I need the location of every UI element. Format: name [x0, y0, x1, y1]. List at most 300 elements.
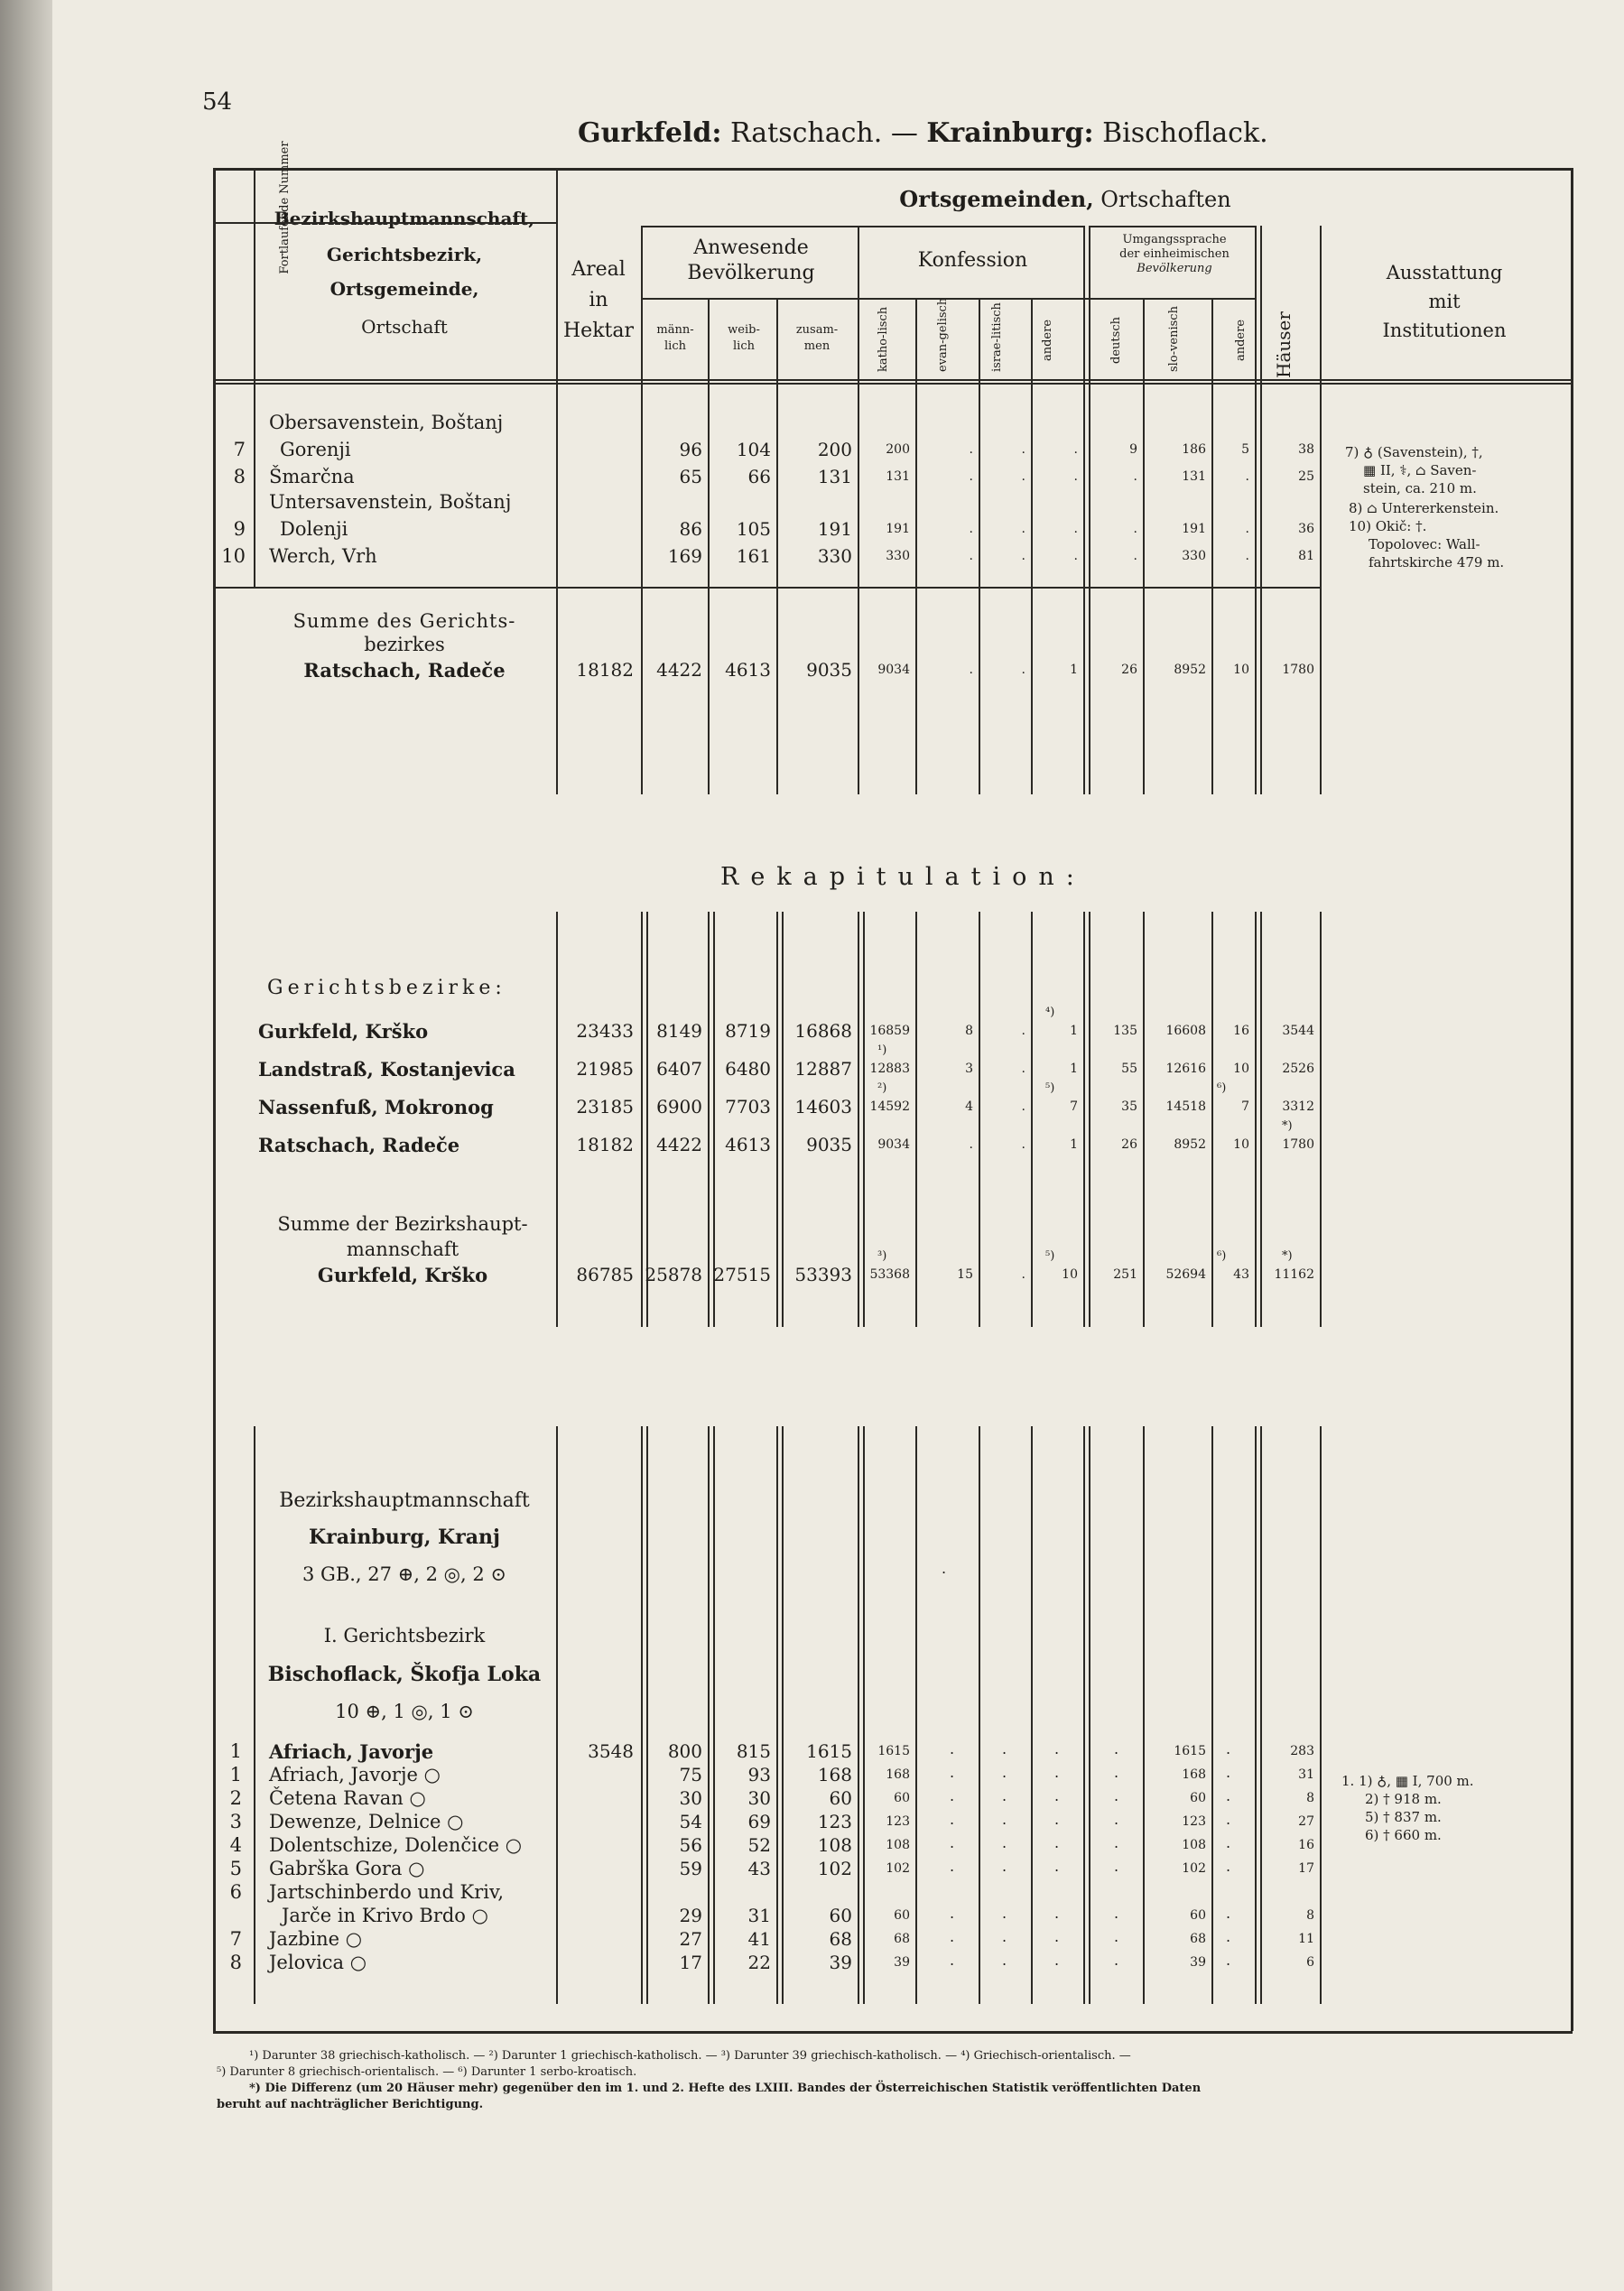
recap-cell-and-note: ⁵) — [1045, 1081, 1055, 1095]
cell-m: 56 — [679, 1834, 702, 1856]
row-number: 9 — [233, 518, 246, 540]
cell-m: 65 — [679, 466, 702, 487]
section2-head-2: Krainburg, Kranj — [309, 1526, 500, 1549]
row-rule — [213, 587, 1320, 589]
row-number: 7 — [233, 439, 246, 460]
title-court-1: Ratschach. — — [721, 117, 927, 149]
cell-t: 39 — [829, 1952, 852, 1973]
recap-cell-h: 1780 — [1282, 1137, 1314, 1152]
population-header-2: Bevölkerung — [687, 262, 815, 284]
recap-label: Gerichtsbezirke: — [267, 977, 506, 999]
court-district-name: Ratschach, Radeče — [258, 1134, 460, 1156]
ortsgemeinden-header — [560, 186, 1571, 212]
place-name: Šmarčna — [269, 466, 355, 487]
recap-cell-area: 23433 — [576, 1020, 634, 1042]
place-name-line-2: Gorenji — [280, 439, 351, 460]
cell-f: 31 — [747, 1905, 771, 1926]
sum-cell-kath: 9034 — [877, 663, 910, 677]
row-rule — [1089, 226, 1255, 227]
male-header-2: lich — [664, 339, 686, 353]
row-number: 1 — [229, 1764, 242, 1785]
cell-kath: 39 — [894, 1955, 910, 1970]
recap-cell-m: 8149 — [656, 1020, 702, 1042]
recap-sum-1: Summe der Bezirkshaupt- — [277, 1213, 528, 1235]
cell-h: 8 — [1306, 1791, 1314, 1805]
column-rule — [1083, 226, 1085, 794]
area-header-1: Areal — [571, 258, 626, 281]
section2-column-rule — [1320, 1426, 1322, 2004]
recap-cell-isr: . — [1021, 1062, 1025, 1076]
empty-cell-dot: . — [950, 1858, 955, 1875]
notes-1-line-3: stein, ca. 210 m. — [1363, 480, 1477, 496]
cell-h: 8 — [1306, 1908, 1314, 1923]
column-rule — [641, 226, 643, 794]
cell-kath: 123 — [886, 1814, 910, 1829]
recap-cell-and: 1 — [1070, 1062, 1078, 1076]
footnote-line-1: ¹) Darunter 38 griechisch-katholisch. — ²) Darunter 1 griechisch-katholisch. — ³) Darunter 39 griechisch-katholisch. — ⁴) Griechisch-orientalisch. — — [249, 2049, 1131, 2063]
cell-h: 25 — [1298, 469, 1314, 484]
sum-cell-f: 4613 — [725, 659, 771, 681]
cell-f: 43 — [747, 1858, 771, 1879]
row-number: 6 — [229, 1881, 242, 1903]
recap-cell-f: 7703 — [725, 1096, 771, 1118]
empty-cell-dot: . — [1226, 1905, 1231, 1922]
column-rule — [1089, 226, 1090, 794]
cell-f: 22 — [747, 1952, 771, 1973]
scan-edge — [0, 0, 52, 2291]
cell-t: 131 — [817, 466, 852, 487]
title-court-2: Bischoflack. — [1093, 117, 1268, 149]
row-number: 8 — [229, 1952, 242, 1973]
recap-cell-isr: . — [1021, 1137, 1025, 1152]
recap-cell-de: 26 — [1121, 1137, 1137, 1152]
recap-cell-f: 8719 — [725, 1020, 771, 1042]
row-rule — [213, 383, 1573, 385]
recap-column-rule — [1211, 912, 1213, 1327]
row-number: 4 — [229, 1834, 242, 1856]
cell-kath: 60 — [894, 1791, 910, 1805]
recap-cell-and: 7 — [1070, 1099, 1078, 1114]
recap-cell-kath: 12883 — [869, 1062, 910, 1076]
notes-1-line-4: 8) ⌂ Untererkenstein. — [1349, 500, 1499, 516]
section2-column-rule — [1211, 1426, 1213, 2004]
unit-header-3: Ortsgemeinde, — [329, 278, 479, 300]
cell-slo: 191 — [1182, 522, 1206, 536]
notes-2-line-2: 2) † 918 m. — [1365, 1791, 1442, 1807]
empty-cell-dot: . — [1226, 1764, 1231, 1781]
recap-sum-cell-f: 27515 — [713, 1264, 771, 1285]
recap-sum-cell-de: 251 — [1113, 1267, 1137, 1282]
unit-header-4: Ortschaft — [361, 316, 448, 338]
recap-cell-slo: 12616 — [1165, 1062, 1206, 1076]
row-number: 2 — [229, 1787, 242, 1809]
recap-cell-f: 6480 — [725, 1058, 771, 1080]
recap-title: Rekapitulation: — [720, 863, 1086, 891]
sum-cell-ev: . — [969, 663, 973, 677]
place-name-line-2: Jarče in Krivo Brdo ○ — [282, 1905, 488, 1926]
recap-sum-cell-m: 25878 — [645, 1264, 702, 1285]
cell-f: 52 — [747, 1834, 771, 1856]
language-header-2: der einheimischen — [1119, 247, 1230, 261]
row-number: 8 — [233, 466, 246, 487]
cell-m: 54 — [679, 1811, 702, 1832]
cell-de: . — [1133, 549, 1137, 563]
recap-cell-m: 6407 — [656, 1058, 702, 1080]
empty-cell-dot: . — [1226, 1811, 1231, 1828]
column-rule — [1143, 298, 1145, 794]
recap-cell-ev: 8 — [965, 1024, 973, 1038]
sum-cell-isr: . — [1021, 663, 1025, 677]
cell-f: 104 — [736, 439, 771, 460]
section2-column-rule — [1089, 1426, 1090, 2004]
cell-slo: 68 — [1190, 1932, 1206, 1946]
cell-area: 3548 — [588, 1740, 634, 1762]
section2-court-3: 10 ⊕, 1 ◎, 1 ⊙ — [335, 1701, 474, 1722]
cell-f: 815 — [736, 1740, 771, 1762]
empty-cell-dot: . — [1054, 1858, 1060, 1875]
recap-cell-area: 23185 — [576, 1096, 634, 1118]
recap-column-rule — [915, 912, 917, 1327]
court-district-name: Landstraß, Kostanjevica — [258, 1058, 515, 1081]
sum-cell-and: 1 — [1070, 663, 1078, 677]
notes-1-line-5: 10) Okič: †. — [1349, 518, 1427, 534]
cell-h: 283 — [1290, 1744, 1314, 1758]
recap-sum-3: Gurkfeld, Krško — [317, 1264, 488, 1286]
cell-ev: . — [969, 522, 973, 536]
column-rule — [1320, 226, 1322, 794]
cell-t: 200 — [817, 439, 852, 460]
column-rule — [915, 298, 917, 794]
section2-court-1: I. Gerichtsbezirk — [323, 1625, 486, 1646]
notes-1-line-1: 7) ♁ (Savenstein), †, — [1345, 444, 1483, 460]
place-name: Untersavenstein, Boštanj — [269, 491, 512, 513]
recap-column-rule — [1320, 912, 1322, 1327]
recap-column-rule — [863, 912, 865, 1327]
slovene-header: slo-venisch — [1167, 306, 1181, 372]
facilities-header-2: mit — [1428, 291, 1461, 312]
cell-m: 29 — [679, 1905, 702, 1926]
recap-cell-ol-note: ⁶) — [1217, 1081, 1227, 1095]
cell-isr: . — [1021, 442, 1025, 457]
recap-sum-cell-h-note: *) — [1282, 1249, 1293, 1263]
cell-f: 30 — [747, 1787, 771, 1809]
total-header-1: zusam- — [795, 323, 839, 337]
recap-cell-m: 6900 — [656, 1096, 702, 1118]
cell-slo: 60 — [1190, 1908, 1206, 1923]
notes-1-line-7: fahrtskirche 479 m. — [1369, 554, 1505, 570]
recap-cell-kath-note: ²) — [877, 1081, 887, 1095]
cell-t: 68 — [829, 1928, 852, 1950]
header-rule — [213, 222, 556, 224]
cell-isr: . — [1021, 469, 1025, 484]
cell-m: 17 — [679, 1952, 702, 1973]
recap-column-rule — [858, 912, 859, 1327]
empty-cell-dot: . — [1054, 1834, 1060, 1851]
cell-slo: 123 — [1182, 1814, 1206, 1829]
place-name: Jelovica ○ — [269, 1952, 367, 1973]
recap-cell-ev: . — [969, 1137, 973, 1152]
empty-cell-dot: . — [1226, 1858, 1231, 1875]
section2-column-rule — [915, 1426, 917, 2004]
recap-cell-de: 35 — [1121, 1099, 1137, 1114]
empty-cell-dot: . — [1002, 1952, 1007, 1969]
recap-cell-de: 55 — [1121, 1062, 1137, 1076]
unit-header-1: Bezirkshauptmannschaft, — [274, 208, 535, 229]
row-number: 10 — [221, 545, 246, 567]
cell-kath: 200 — [886, 442, 910, 457]
cell-slo: 60 — [1190, 1791, 1206, 1805]
place-name: Jartschinberdo und Kriv, — [269, 1881, 505, 1903]
recap-cell-kath: 9034 — [877, 1137, 910, 1152]
cell-m: 169 — [667, 545, 702, 567]
cell-ol: . — [1245, 549, 1249, 563]
page-number: 54 — [202, 88, 233, 116]
cell-ev: . — [969, 549, 973, 563]
cell-m: 800 — [667, 1740, 702, 1762]
section2-stray-dot: . — [942, 1560, 947, 1577]
empty-cell-dot: . — [1054, 1764, 1060, 1781]
recap-column-rule — [1083, 912, 1085, 1327]
empty-cell-dot: . — [1002, 1787, 1007, 1804]
recap-cell-t: 16868 — [794, 1020, 852, 1042]
cell-h: 36 — [1298, 522, 1314, 536]
cell-kath: 102 — [886, 1861, 910, 1876]
row-rule — [641, 226, 858, 227]
male-header-1: männ- — [656, 323, 694, 337]
recap-sum-cell-ev: 15 — [957, 1267, 973, 1282]
cell-t: 191 — [817, 518, 852, 540]
cell-de: . — [1133, 522, 1137, 536]
sum-cell-m: 4422 — [656, 659, 702, 681]
place-name: Afriach, Javorje — [269, 1740, 434, 1763]
recap-sum-cell-isr: . — [1021, 1267, 1025, 1282]
notes-2-line-4: 6) † 660 m. — [1365, 1827, 1442, 1843]
recap-sum-cell-ol-note: ⁶) — [1217, 1249, 1227, 1263]
court-district-name: Gurkfeld, Krško — [258, 1020, 429, 1043]
israelite-header: israe-litisch — [990, 302, 1004, 372]
place-name: Gabrška Gora ○ — [269, 1858, 425, 1879]
empty-cell-dot: . — [1002, 1858, 1007, 1875]
recap-cell-and: 1 — [1070, 1024, 1078, 1038]
cell-f: 105 — [736, 518, 771, 540]
population-header-1: Anwesende — [693, 237, 809, 259]
sum-cell-slo: 8952 — [1174, 663, 1206, 677]
cell-m: 96 — [679, 439, 702, 460]
recap-cell-ol: 7 — [1241, 1099, 1249, 1114]
cell-kath: 330 — [886, 549, 910, 563]
empty-cell-dot: . — [950, 1834, 955, 1851]
recap-cell-t: 9035 — [806, 1134, 852, 1155]
cell-m: 59 — [679, 1858, 702, 1879]
cell-h: 16 — [1298, 1838, 1314, 1852]
empty-cell-dot: . — [1114, 1905, 1119, 1922]
place-name: Jazbine ○ — [269, 1928, 363, 1950]
recap-cell-ev: 3 — [965, 1062, 973, 1076]
empty-cell-dot: . — [1054, 1928, 1060, 1945]
recap-cell-ev: 4 — [965, 1099, 973, 1114]
recap-cell-ol: 16 — [1233, 1024, 1249, 1038]
empty-cell-dot: . — [1054, 1811, 1060, 1828]
cell-ol: 5 — [1241, 442, 1249, 457]
cell-t: 108 — [817, 1834, 852, 1856]
cell-t: 60 — [829, 1787, 852, 1809]
empty-cell-dot: . — [1002, 1928, 1007, 1945]
recap-cell-area: 21985 — [576, 1058, 634, 1080]
empty-cell-dot: . — [1002, 1905, 1007, 1922]
empty-cell-dot: . — [950, 1764, 955, 1781]
cell-h: 6 — [1306, 1955, 1314, 1970]
place-name-line-2: Dolenji — [280, 518, 348, 540]
notes-1-line-2: ▦ II, ⚕, ⌂ Saven- — [1363, 462, 1477, 478]
row-rule — [641, 298, 1255, 300]
recap-cell-kath: 14592 — [869, 1099, 910, 1114]
notes-2-line-3: 5) † 837 m. — [1365, 1809, 1442, 1825]
facilities-header-1: Ausstattung — [1386, 262, 1503, 283]
recap-cell-isr: . — [1021, 1099, 1025, 1114]
column-rule — [1571, 168, 1573, 2031]
row-rule — [858, 226, 1083, 227]
empty-cell-dot: . — [950, 1928, 955, 1945]
cell-h: 17 — [1298, 1861, 1314, 1876]
section2-head-1: Bezirkshauptmannschaft — [279, 1489, 530, 1512]
recap-cell-slo: 8952 — [1174, 1137, 1206, 1152]
cell-kath: 191 — [886, 522, 910, 536]
section2-head-3: 3 GB., 27 ⊕, 2 ◎, 2 ⊙ — [302, 1563, 506, 1585]
female-header-1: weib- — [728, 323, 760, 337]
empty-cell-dot: . — [1054, 1787, 1060, 1804]
recap-cell-kath-note: ¹) — [877, 1043, 887, 1057]
place-name: Werch, Vrh — [269, 545, 377, 567]
section2-column-rule — [556, 1426, 558, 2004]
cell-slo: 39 — [1190, 1955, 1206, 1970]
cell-slo: 1615 — [1174, 1744, 1206, 1758]
ortsgemeinden-bold: Ortsgemeinden, — [899, 186, 1094, 212]
column-rule — [979, 298, 980, 794]
cell-h: 27 — [1298, 1814, 1314, 1829]
cell-de: 9 — [1129, 442, 1137, 457]
recap-cell-area: 18182 — [576, 1134, 634, 1155]
sum-cell-h: 1780 — [1282, 663, 1314, 677]
cell-kath: 131 — [886, 469, 910, 484]
footnote-line-4: beruht auf nachträglicher Berichtigung. — [217, 2098, 484, 2111]
female-header-2: lich — [733, 339, 755, 353]
recap-cell-h: 3312 — [1282, 1099, 1314, 1114]
empty-cell-dot: . — [950, 1952, 955, 1969]
column-rule — [1031, 298, 1033, 794]
cell-f: 41 — [747, 1928, 771, 1950]
empty-cell-dot: . — [1002, 1740, 1007, 1758]
section2-column-rule — [979, 1426, 980, 2004]
row-rule — [213, 2031, 1573, 2034]
empty-cell-dot: . — [1054, 1740, 1060, 1758]
recap-column-rule — [1143, 912, 1145, 1327]
recap-cell-h: 2526 — [1282, 1062, 1314, 1076]
recap-sum-cell-t: 53393 — [794, 1264, 852, 1285]
section2-column-rule — [1083, 1426, 1085, 2004]
cell-kath: 108 — [886, 1838, 910, 1852]
recap-cell-and-note: ⁴) — [1045, 1006, 1055, 1019]
evangelic-header: evan-gelisch — [936, 297, 950, 372]
empty-cell-dot: . — [1226, 1834, 1231, 1851]
empty-cell-dot: . — [1114, 1787, 1119, 1804]
cell-slo: 102 — [1182, 1861, 1206, 1876]
german-header: deutsch — [1109, 317, 1123, 364]
row-number: 3 — [229, 1811, 242, 1832]
language-header-3: Bevölkerung — [1137, 262, 1212, 275]
cell-t: 1615 — [806, 1740, 852, 1762]
cell-kath: 1615 — [877, 1744, 910, 1758]
cell-h: 11 — [1298, 1932, 1314, 1946]
footnote-line-3: *) Die Differenz (um 20 Häuser mehr) gegenüber den im 1. und 2. Hefte des LXIII. Bandes der Österreichischen Statistik veröffentlichten Daten — [249, 2082, 1202, 2095]
place-name: Afriach, Javorje ○ — [269, 1764, 441, 1785]
recap-cell-h-note: *) — [1282, 1119, 1293, 1133]
sum-cell-de: 26 — [1121, 663, 1137, 677]
cell-f: 93 — [747, 1764, 771, 1785]
cell-m: 30 — [679, 1787, 702, 1809]
cell-slo: 108 — [1182, 1838, 1206, 1852]
section1-sum-1: Summe des Gerichts- — [292, 610, 516, 632]
cell-and: . — [1073, 442, 1078, 457]
recap-sum-2: mannschaft — [346, 1238, 459, 1260]
cell-f: 66 — [747, 466, 771, 487]
empty-cell-dot: . — [1114, 1952, 1119, 1969]
cell-slo: 330 — [1182, 549, 1206, 563]
court-district-name: Nassenfuß, Mokronog — [258, 1096, 494, 1118]
empty-cell-dot: . — [1114, 1811, 1119, 1828]
row-rule — [213, 379, 1573, 381]
section2-court-2: Bischoflack, Škofja Loka — [267, 1663, 542, 1686]
empty-cell-dot: . — [1226, 1928, 1231, 1945]
konfession-header: Konfession — [917, 249, 1028, 272]
other-header: andere — [1041, 319, 1054, 362]
recap-cell-slo: 14518 — [1165, 1099, 1206, 1114]
empty-cell-dot: . — [1226, 1740, 1231, 1758]
empty-cell-dot: . — [1114, 1764, 1119, 1781]
cell-ol: . — [1245, 469, 1249, 484]
empty-cell-dot: . — [1226, 1952, 1231, 1969]
empty-cell-dot: . — [950, 1905, 955, 1922]
cell-kath: 68 — [894, 1932, 910, 1946]
empty-cell-dot: . — [1054, 1905, 1060, 1922]
section1-sum-3: Ratschach, Radeče — [303, 659, 506, 682]
recap-cell-t: 14603 — [794, 1096, 852, 1118]
cell-t: 102 — [817, 1858, 852, 1879]
catholic-header: katho-lisch — [877, 306, 890, 372]
recap-sum-cell-area: 86785 — [576, 1264, 634, 1285]
cell-t: 123 — [817, 1811, 852, 1832]
cell-kath: 60 — [894, 1908, 910, 1923]
column-rule — [1260, 226, 1262, 794]
column-rule — [556, 168, 558, 794]
cell-isr: . — [1021, 549, 1025, 563]
recap-sum-cell-and-note: ⁵) — [1045, 1249, 1055, 1263]
column-rule — [858, 226, 859, 794]
sum-cell-area: 18182 — [576, 659, 634, 681]
title-district-2: Krainburg: — [926, 117, 1094, 149]
cell-ev: . — [969, 469, 973, 484]
empty-cell-dot: . — [1114, 1928, 1119, 1945]
cell-slo: 186 — [1182, 442, 1206, 457]
recap-cell-h: 3544 — [1282, 1024, 1314, 1038]
cell-slo: 168 — [1182, 1767, 1206, 1782]
place-name: Dolentschize, Dolenčice ○ — [269, 1834, 523, 1856]
recap-sum-cell-kath: 53368 — [869, 1267, 910, 1282]
empty-cell-dot: . — [1002, 1764, 1007, 1781]
cell-ev: . — [969, 442, 973, 457]
recap-cell-m: 4422 — [656, 1134, 702, 1155]
row-rule — [213, 168, 1573, 171]
empty-cell-dot: . — [950, 1740, 955, 1758]
